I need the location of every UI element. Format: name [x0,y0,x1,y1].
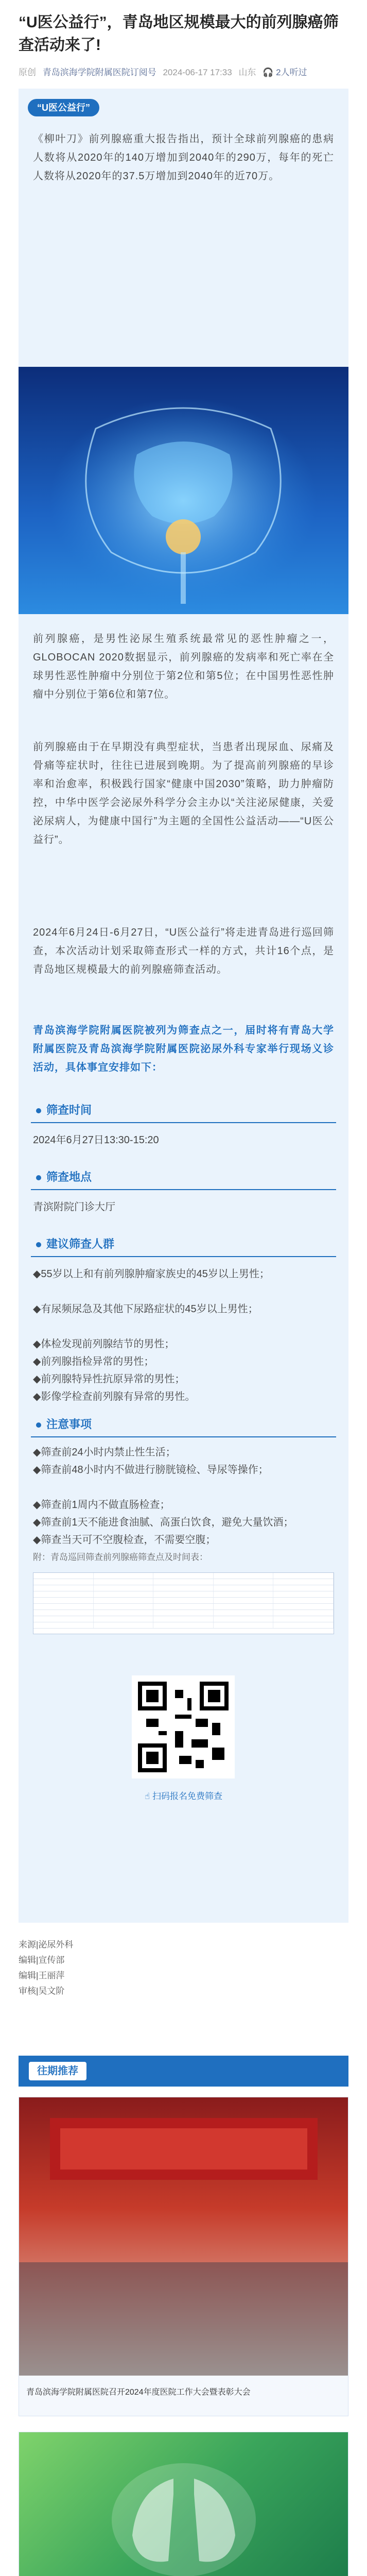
article-meta [19,65,307,78]
time-value: 2024年6月27日13:30-15:20 [33,1134,159,1146]
list-item: ◆前列腺指检异常的男性； [33,1356,154,1367]
list-item: ◆前列腺特异性抗原异常的男性； [33,1374,185,1385]
signup-qr-code[interactable] [132,1675,235,1778]
card-caption: 青岛滨海学院附属医院召开2024年度医院工作大会暨表彰大会 [26,2388,251,2397]
bullet-icon [36,1108,41,1113]
pointing-hand-icon: ☝ [144,1791,150,1801]
list-item: ◆体检发现前列腺结节的男性； [33,1338,175,1350]
related-card-2[interactable] [19,2432,348,2576]
list-item: ◆55岁以上和有前列腺肿瘤家族史的45岁以上男性； [33,1268,270,1280]
section-place-heading: 筛查地点 [31,1165,336,1190]
lungs-icon [19,2432,348,2576]
credit-reviewer: 审核|吴文阶 [19,1986,65,1996]
credit-source: 来源|泌尿外科 [19,1940,74,1950]
prostate-hero-image [19,367,348,614]
related-band [19,2056,348,2087]
paragraph-2: 前列腺癌，是男性泌尿生殖系统最常见的恶性肿瘤之一，GLOBOCAN 2020数据显示，前列腺癌的发病率和死亡率在全球男性恶性肿瘤中分别位于第2位和第5位；在中国男性恶性肿瘤中分别位于第6位和第7位。 [33,633,334,700]
schedule-table-image [33,1572,334,1634]
section-pill: “U医公益行” [28,99,99,116]
list-item: ◆筛查前24小时内禁止性生活； [33,1447,176,1458]
section-notice-heading: 注意事项 [31,1413,336,1437]
list-item: ◆筛查当天可不空腹检查，不需要空腹； [33,1534,216,1546]
publish-date: 2024-06-17 17:33 [163,67,232,77]
list-item: ◆有尿频尿急及其他下尿路症状的45岁以上男性； [33,1303,258,1315]
list-item: ◆筛查前48小时内不做进行膀胱镜检、导尿等操作； [33,1464,269,1476]
credit-editor: 编辑|宣传部 [19,1955,65,1965]
credits [19,1937,348,1999]
paragraph-3: 前列腺癌由于在早期没有典型症状，当患者出现尿血、尿痛及骨痛等症状时，往往已进展到晚期。为了提高前列腺癌的早诊率和治愈率，积极践行国家“健康中国2030”策略，助力肿瘤防控，中华中医学会泌尿外科学分会主办以“关注泌尿健康，关爱泌尿病人，为健康中国行”为主题的全国性公益活动——“U医公益行”。 [33,741,334,845]
prostate-illustration-icon [19,367,348,614]
list-item: ◆筛查前1周内不做直肠检查； [33,1499,170,1511]
section-people-heading: 建议筛查人群 [31,1232,336,1257]
related-label: 往期推荐 [29,2062,86,2080]
headphone-icon: 🎧 [263,67,274,77]
bullet-icon [36,1422,41,1428]
qr-code-icon [138,1682,229,1772]
list-item: ◆筛查前1天不能进食油腻、高蛋白饮食，避免大量饮酒； [33,1517,294,1528]
article-title: “U医公益行”，青岛地区规模最大的前列腺癌筛查活动来了! [19,14,339,54]
paragraph-5: 青岛滨海学院附属医院被列为筛查点之一，届时将有青岛大学附属医院及青岛滨海学院附属医院泌尿外科专家举行现场义诊活动，具体事宜安排如下： [33,1025,334,1073]
article-content [19,89,348,1923]
account-link[interactable]: 青岛滨海学院附属医院订阅号 [42,67,156,77]
paragraph-4: 2024年6月24日-6月27日，“U医公益行”将走进青岛进行巡回筛查，本次活动计划采取筛查形式一样的方式，共计16个点，是青岛地区规模最大的前列腺癌筛查活动。 [33,927,334,975]
meeting-photo [19,2097,348,2376]
respiration-banner [19,2432,348,2576]
place-value: 青滨附院门诊大厅 [33,1201,115,1213]
list-item: ◆影像学检查前列腺有异常的男性。 [33,1391,196,1402]
listen-count[interactable]: 🎧 2人听过 [263,67,307,77]
credit-editor-2: 编辑|王丽萍 [19,1971,65,1980]
conference-hall-icon [19,2097,348,2376]
intro-paragraph: 《柳叶刀》前列腺癌重大报告指出，预计全球前列腺癌的患病人数将从2020年的140万增加到2040年的290万，每年的死亡人数将从2020年的37.5万增加到2040年的近70万。 [33,133,334,182]
bullet-icon [36,1242,41,1247]
related-card-1[interactable] [19,2097,348,2416]
qr-hint: ☝ 扫码报名免费筛查 [144,1791,223,1801]
section-time-heading: 筛查时间 [31,1098,336,1123]
original-tag: 原创 [19,67,36,77]
schedule-intro: 附：青岛巡回筛查前列腺癌筛查点及时间表： [33,1552,208,1562]
bullet-icon [36,1175,41,1180]
publish-location: 山东 [238,67,256,77]
